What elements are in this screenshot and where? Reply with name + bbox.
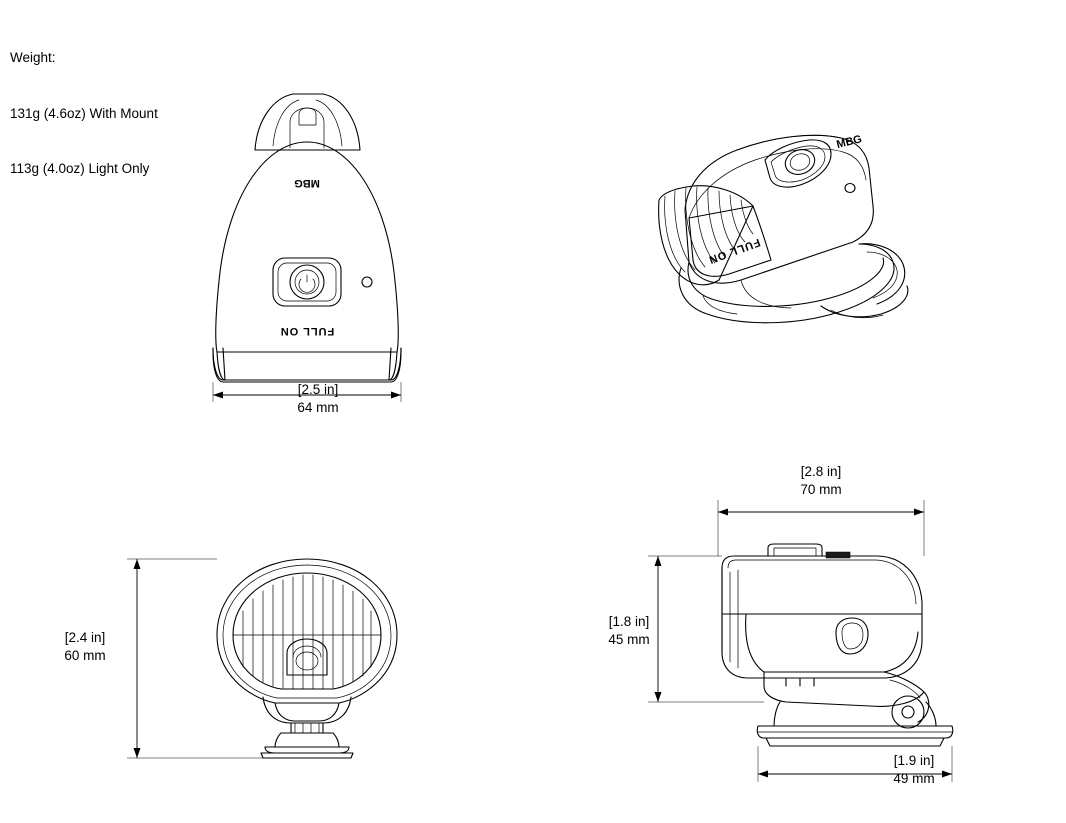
side-height-mm: 45 mm (608, 631, 650, 647)
weight-heading: Weight: (10, 50, 56, 65)
side-length-mm: 70 mm (800, 481, 842, 497)
front-logo-small (294, 177, 320, 189)
front-width-mm: 64 mm (297, 399, 339, 415)
front-view (195, 80, 445, 420)
rear-height-dimension (38, 629, 132, 664)
side-height-inches: [1.8 in] (608, 614, 650, 629)
rear-height-inches: [2.4 in] (64, 630, 106, 645)
mount-base-width-dimension (824, 752, 1004, 787)
svg-text:MBG: MBG (835, 133, 864, 152)
rear-view (195, 545, 445, 770)
front-width-inches: [2.5 in] (297, 382, 339, 397)
mount-base-width-inches: [1.9 in] (893, 753, 935, 768)
side-length-inches: [2.8 in] (800, 464, 842, 479)
rear-height-mm: 60 mm (64, 647, 106, 663)
svg-text:FULL ON: FULL ON (706, 235, 762, 266)
side-view (640, 490, 1020, 790)
side-height-dimension (582, 613, 676, 648)
front-brand-text (280, 325, 334, 337)
weight-line-with-mount: 131g (4.6oz) With Mount (10, 105, 158, 121)
svg-text:FULL ON: FULL ON (279, 325, 335, 337)
isometric-view (645, 110, 965, 340)
weight-block (10, 12, 158, 216)
svg-text:MBG: MBG (294, 177, 320, 189)
weight-line-light-only: 113g (4.0oz) Light Only (10, 161, 150, 176)
mount-base-width-mm: 49 mm (893, 770, 935, 786)
side-length-dimension (731, 463, 911, 498)
front-width-dimension (228, 381, 408, 416)
